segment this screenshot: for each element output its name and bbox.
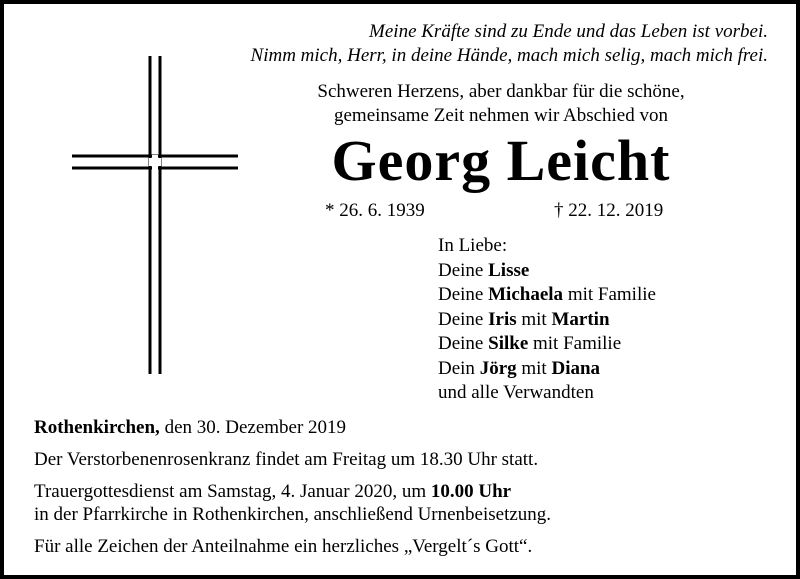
mourner-line [438,308,656,333]
mourner-name: Silke [488,333,529,354]
memorial-quote [251,20,768,68]
mourner-line [438,283,656,308]
service-info [34,480,776,526]
quote-line-1: Meine Kräfte sind zu Ende und das Leben ist vorbei. [369,21,768,42]
mourner-name: Lisse [488,259,530,281]
farewell-intro [291,80,711,128]
rosary-info: Der Verstorbenenrosenkranz findet am Freitag um 18.30 Uhr statt. [34,449,539,470]
cross-icon [70,56,240,378]
quote-line-2: Nimm mich, Herr, in deine Hände, mach mich selig, mach mich frei. [250,45,768,66]
mourner-partner-name: Diana [551,357,601,379]
mourner-suffix: mit Familie [528,333,622,354]
mourners-heading: In Liebe: [438,235,508,256]
mourners-list [438,234,656,406]
death-date: † 22. 12. 2019 [554,200,664,221]
place-date-line [34,416,776,439]
mourner-line [438,357,656,382]
mourner-name: Michaela [488,284,564,305]
mourner-prefix: Deine [438,333,489,354]
mourner-prefix: Deine [438,284,489,305]
thanks-line: Für alle Zeichen der Anteilnahme ein herzliches „Vergelt´s Gott“. [34,536,533,557]
mourner-prefix: Deine [438,259,489,281]
mourner-name: Jörg [479,357,517,379]
birth-date: * 26. 6. 1939 [325,200,425,221]
service-time: 10.00 Uhr [430,481,512,502]
deceased-name: Georg Leicht [331,128,671,193]
notice-footer [34,416,776,567]
mourner-line [438,259,656,284]
mourner-joiner: mit [516,308,552,330]
mourners-closing: und alle Verwandten [438,382,594,403]
mourner-prefix: Deine [438,308,489,330]
mourner-partner-name: Martin [551,308,610,330]
service-text: Trauergottesdienst am Samstag, 4. Januar 2020, um [34,481,431,502]
mourner-joiner: mit [516,357,552,379]
notice-date: den 30. Dezember 2019 [159,417,347,438]
mourner-suffix: mit Familie [563,284,656,305]
mourner-prefix: Dein [438,357,480,379]
mourner-line [438,332,656,357]
intro-line-2: gemeinsame Zeit nehmen wir Abschied von [334,105,668,126]
place-name: Rothenkirchen, [34,417,160,438]
service-location: in der Pfarrkirche in Rothenkirchen, anschließend Urnenbeisetzung. [34,504,552,525]
mourner-name: Iris [488,308,517,330]
intro-line-1: Schweren Herzens, aber dankbar für die schöne, [317,81,685,102]
